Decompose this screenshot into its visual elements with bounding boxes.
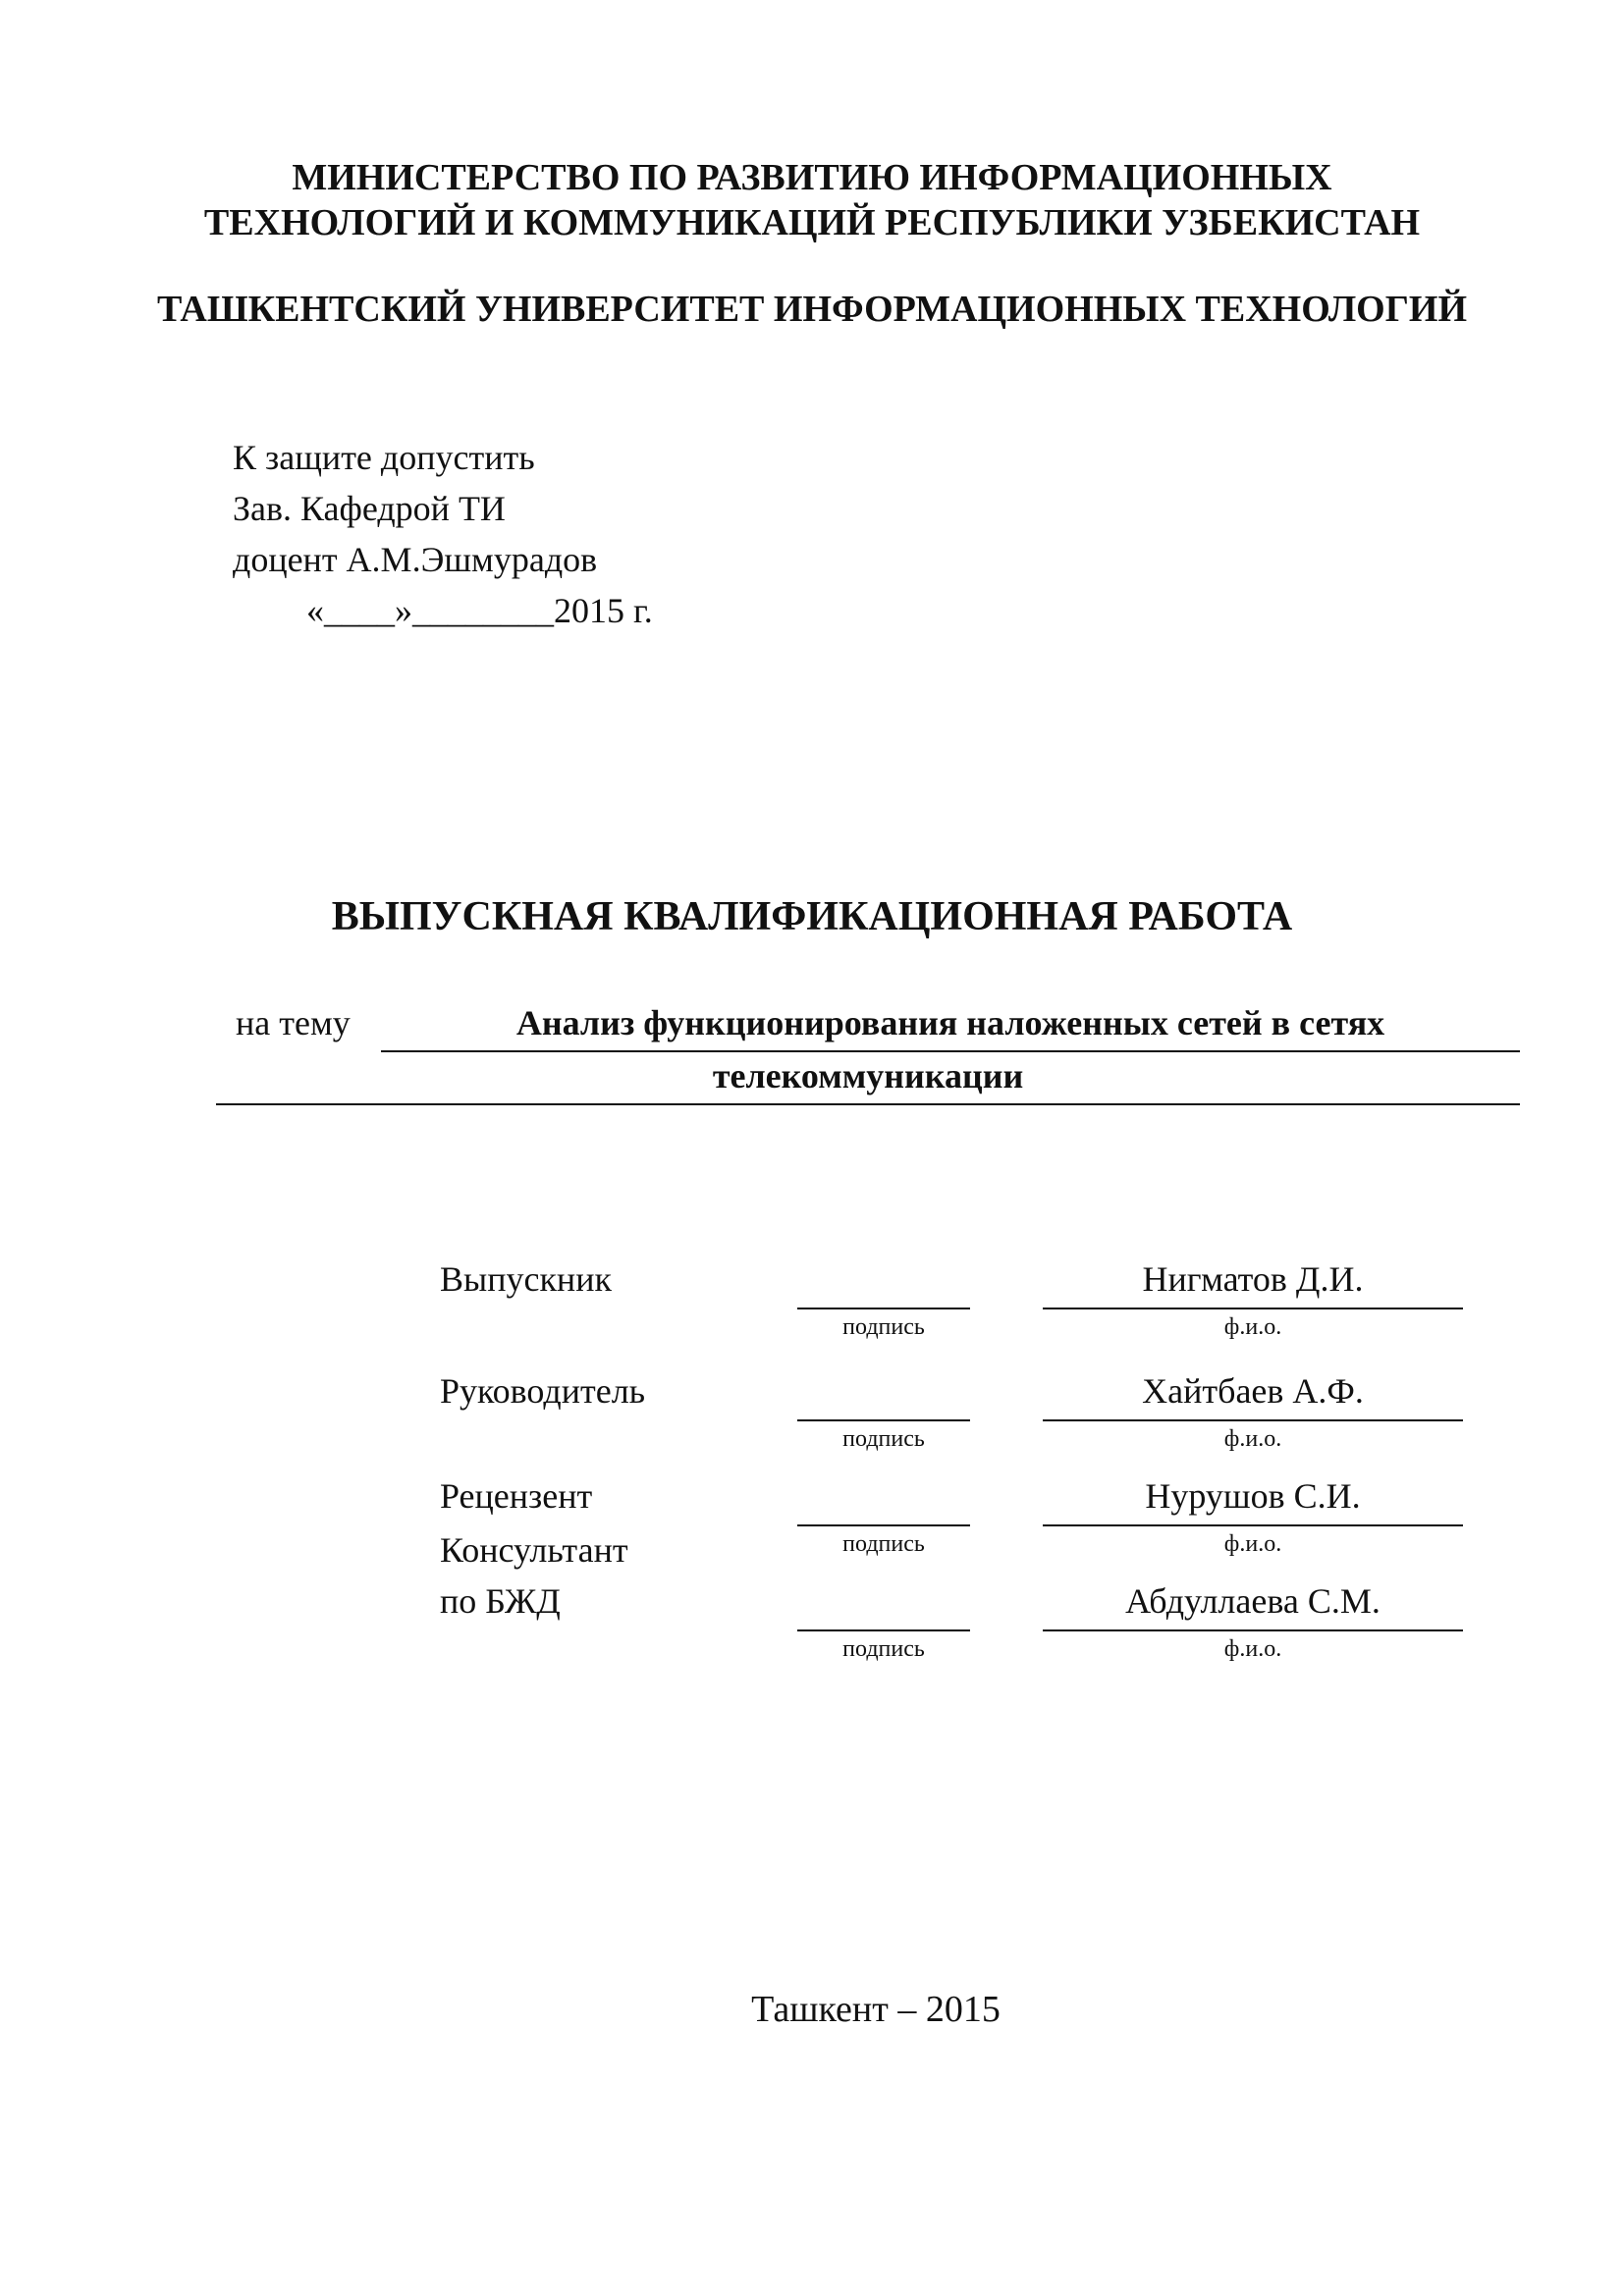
approval-line-2: Зав. Кафедрой ТИ bbox=[233, 489, 506, 528]
name-line bbox=[1043, 1308, 1463, 1309]
name-line bbox=[1043, 1419, 1463, 1421]
ministry-line-2: ТЕХНОЛОГИЙ И КОММУНИКАЦИЙ РЕСПУБЛИКИ УЗБЕКИСТАН bbox=[203, 202, 1421, 243]
role-reviewer: Рецензент bbox=[440, 1476, 593, 1516]
name-supervisor: Хайтбаев А.Ф. bbox=[1142, 1371, 1364, 1411]
topic-underline-1 bbox=[381, 1050, 1520, 1052]
name-caption: ф.и.о. bbox=[1223, 1636, 1282, 1662]
name-caption: ф.и.о. bbox=[1223, 1314, 1282, 1340]
signature-caption: подпись bbox=[842, 1531, 925, 1557]
signature-caption: подпись bbox=[842, 1314, 925, 1340]
topic-prefix: на тему bbox=[236, 1003, 351, 1042]
approval-date-line: «____»________2015 г. bbox=[306, 591, 653, 630]
name-consultant: Абдуллаева С.М. bbox=[1125, 1581, 1380, 1621]
university-name: ТАШКЕНТСКИЙ УНИВЕРСИТЕТ ИНФОРМАЦИОННЫХ ТЕХНОЛОГИЙ bbox=[156, 289, 1468, 330]
signature-caption: подпись bbox=[842, 1636, 925, 1662]
name-caption: ф.и.о. bbox=[1223, 1531, 1282, 1557]
role-consultant: Консультант bbox=[440, 1530, 628, 1570]
name-line bbox=[1043, 1629, 1463, 1631]
approval-line-1: К защите допустить bbox=[233, 438, 535, 477]
name-caption: ф.и.о. bbox=[1223, 1426, 1282, 1452]
ministry-line-1: МИНИСТЕРСТВО ПО РАЗВИТИЮ ИНФОРМАЦИОННЫХ bbox=[292, 157, 1332, 198]
name-reviewer: Нурушов С.И. bbox=[1145, 1476, 1361, 1516]
role-consultant-area: по БЖД bbox=[440, 1581, 561, 1621]
signature-line bbox=[797, 1629, 970, 1631]
role-supervisor: Руководитель bbox=[440, 1371, 646, 1411]
topic-line-2: телекоммуникации bbox=[712, 1056, 1024, 1095]
signature-line bbox=[797, 1308, 970, 1309]
topic-underline-2 bbox=[216, 1103, 1520, 1105]
signature-line bbox=[797, 1419, 970, 1421]
approval-line-3: доцент А.М.Эшмурадов bbox=[233, 540, 598, 579]
topic-line-1: Анализ функционирования наложенных сетей в сетях bbox=[515, 1003, 1385, 1042]
name-line bbox=[1043, 1524, 1463, 1526]
signature-caption: подпись bbox=[842, 1426, 925, 1452]
role-graduate: Выпускник bbox=[440, 1259, 612, 1299]
name-graduate: Нигматов Д.И. bbox=[1142, 1259, 1364, 1299]
work-title: ВЫПУСКНАЯ КВАЛИФИКАЦИОННАЯ РАБОТА bbox=[331, 894, 1293, 939]
city-year: Ташкент – 2015 bbox=[751, 1989, 1001, 2030]
signature-line bbox=[797, 1524, 970, 1526]
